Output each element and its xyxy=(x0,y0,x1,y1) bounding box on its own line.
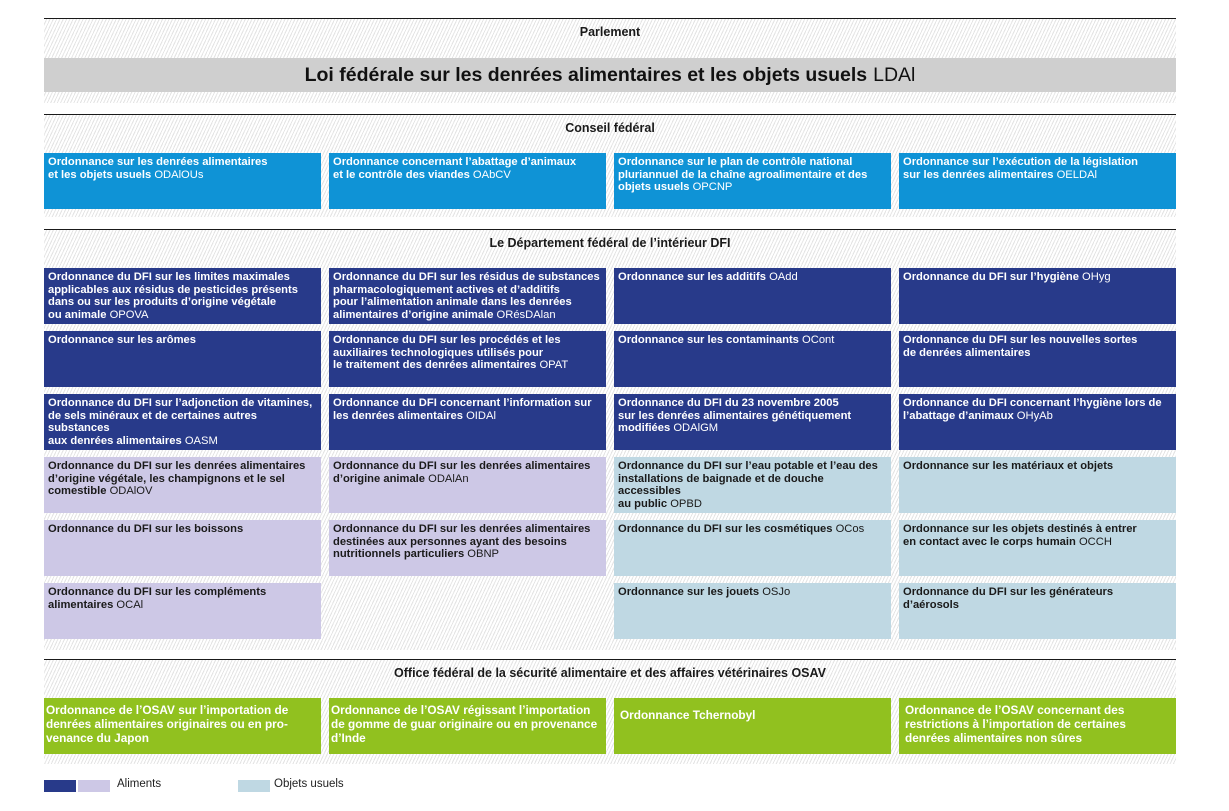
ordonnance-abbr: OCont xyxy=(802,334,835,346)
ordonnance-text: Ordonnance sur les contaminants xyxy=(618,334,799,346)
ordonnance-text: Ordonnance sur les jouets xyxy=(618,586,760,598)
legend-swatch-aliments-light xyxy=(78,780,110,792)
ordonnance-abbr: OCCH xyxy=(1078,535,1112,548)
ordonnance-abbr: ODAlOV xyxy=(109,485,153,498)
ordonnance-abbr: OBNP xyxy=(467,548,499,561)
dfi-ordonnance-box[interactable] xyxy=(899,268,1176,324)
dfi-ordonnance-box[interactable] xyxy=(44,268,321,324)
ordonnance-text: Ordonnance du DFI sur les compléments alimentaires xyxy=(48,586,267,611)
dfi-ordonnance-box[interactable] xyxy=(329,394,606,450)
ordonnance-text: Ordonnance du DFI sur les limites maximales applicables aux résidus de pesticides présents dans ou sur les produits d’origine végétale ou animale xyxy=(48,271,298,321)
ordonnance-abbr: OHyAb xyxy=(1016,409,1053,422)
dfi-ordonnance-box[interactable] xyxy=(329,331,606,387)
ordonnance-abbr: OPBD xyxy=(670,497,702,510)
dfi-ordonnance-box[interactable] xyxy=(899,583,1176,639)
dfi-ordonnance-box[interactable] xyxy=(614,520,891,576)
ordonnance-text: Ordonnance Tchernobyl xyxy=(620,708,756,722)
dfi-ordonnance-box[interactable] xyxy=(614,394,891,450)
dfi-ordonnance-box[interactable] xyxy=(44,457,321,513)
osav-ordonnance-box[interactable] xyxy=(899,698,1176,754)
ordonnance-text: Ordonnance sur les additifs xyxy=(618,271,766,283)
ordonnance-text: Ordonnance du DFI concernant l’hygiène lors de l’abattage d’animaux xyxy=(903,397,1162,422)
dfi-ordonnance-box[interactable] xyxy=(44,520,321,576)
ordonnance-abbr: OHyg xyxy=(1082,271,1111,283)
ordonnance-abbr: OPAT xyxy=(539,359,569,372)
legend-label-objets: Objets usuels xyxy=(274,778,344,790)
ordonnance-text: Ordonnance sur l’exécution de la législation sur les denrées alimentaires xyxy=(903,156,1138,181)
ordonnance-text: Ordonnance du DFI concernant l’information sur les denrées alimentaires xyxy=(333,397,592,422)
ordonnance-text: Ordonnance du DFI du 23 novembre 2005 sur les denrées alimentaires génétiquement modifiées xyxy=(618,397,852,435)
osav-ordonnance-box[interactable] xyxy=(329,698,606,754)
ordonnance-text: Ordonnance du DFI sur les résidus de substances pharmacologiquement actives et d’additifs pour l’alimentation animale dans les denrées alimentaires d’origine animale xyxy=(333,271,600,321)
ordonnance-text: Ordonnance du DFI sur les générateurs d’aérosols xyxy=(903,586,1114,611)
ordonnance-text: Ordonnance sur les arômes xyxy=(48,334,196,346)
legend-swatch-aliments-dark xyxy=(44,780,76,792)
conseil-federal-title: Conseil fédéral xyxy=(565,121,655,135)
ordonnance-text: Ordonnance de l’OSAV sur l’importation de denrées alimentaires originaires ou en pro- venance du Japon xyxy=(46,703,289,745)
ordonnance-abbr: ORésDAlan xyxy=(496,308,556,321)
ordonnance-text: Ordonnance sur le plan de contrôle national pluriannuel de la chaîne agroalimentaire et des objets usuels xyxy=(618,156,868,194)
ordonnance-abbr: OASM xyxy=(184,434,218,447)
dfi-ordonnance-box[interactable] xyxy=(899,457,1176,513)
osav-title: Office fédéral de la sécurité alimentaire et des affaires vétérinaires OSAV xyxy=(394,666,826,680)
ordonnance-abbr: ODAlAn xyxy=(428,472,469,485)
osav-section xyxy=(44,659,1176,764)
dfi-ordonnance-box[interactable] xyxy=(614,331,891,387)
dfi-title: Le Département fédéral de l’intérieur DFI xyxy=(489,236,731,250)
ordonnance-abbr: OCos xyxy=(835,523,865,535)
dfi-ordonnance-box[interactable] xyxy=(899,520,1176,576)
ordonnance-abbr: OPOVA xyxy=(109,308,149,321)
conseil-ordonnance-box[interactable] xyxy=(899,153,1176,209)
ordonnance-abbr: OPCNP xyxy=(692,181,733,194)
conseil-ordonnance-box[interactable] xyxy=(614,153,891,209)
dfi-ordonnance-box[interactable] xyxy=(614,583,891,639)
dfi-ordonnance-box[interactable] xyxy=(899,394,1176,450)
ordonnance-text: Ordonnance du DFI sur les denrées alimentaires d’origine animale xyxy=(333,460,591,485)
dfi-ordonnance-box[interactable] xyxy=(614,268,891,324)
ordonnance-abbr: OCAl xyxy=(116,598,144,611)
legend-swatch-objets xyxy=(238,780,270,792)
dfi-ordonnance-box[interactable] xyxy=(899,331,1176,387)
dfi-ordonnance-box[interactable] xyxy=(329,268,606,324)
ordonnance-text: Ordonnance sur les objets destinés à entrer en contact avec le corps humain xyxy=(903,523,1137,548)
ordonnance-text: Ordonnance sur les denrées alimentaires et les objets usuels xyxy=(48,156,268,181)
law-ldal-bar[interactable] xyxy=(44,58,1176,92)
ordonnance-abbr: OAdd xyxy=(769,271,798,283)
dfi-ordonnance-box[interactable] xyxy=(44,583,321,639)
dfi-ordonnance-box[interactable] xyxy=(329,457,606,513)
osav-ordonnance-box[interactable] xyxy=(614,698,891,754)
ordonnance-text: Ordonnance du DFI sur les procédés et les auxiliaires technologiques utilisés pour le traitement des denrées alimentaires xyxy=(333,334,561,372)
law-name: Loi fédérale sur les denrées alimentaires et les objets usuels xyxy=(304,63,868,86)
ordonnance-text: Ordonnance du DFI sur l’hygiène xyxy=(903,271,1079,283)
dfi-ordonnance-box[interactable] xyxy=(44,331,321,387)
ordonnance-abbr: OIDAl xyxy=(466,409,496,422)
ordonnance-abbr: OELDAl xyxy=(1056,168,1098,181)
dfi-ordonnance-box[interactable] xyxy=(614,457,891,513)
law-abbr: LDAl xyxy=(873,63,916,86)
ordonnance-text: Ordonnance du DFI sur les denrées alimentaires d’origine végétale, les champignons et le sel comestible xyxy=(48,460,306,498)
dfi-ordonnance-box[interactable] xyxy=(44,394,321,450)
conseil-ordonnance-box[interactable] xyxy=(329,153,606,209)
ordonnance-abbr: OAbCV xyxy=(472,168,511,181)
ordonnance-text: Ordonnance de l’OSAV régissant l’importation de gomme de guar originaire ou en provenance d’Inde xyxy=(331,703,598,745)
ordonnance-text: Ordonnance du DFI sur les nouvelles sortes de denrées alimentaires xyxy=(903,334,1138,359)
legend-label-aliments: Aliments xyxy=(117,778,162,790)
parlement-section xyxy=(44,18,1176,103)
ordonnance-abbr: OSJo xyxy=(762,586,791,598)
ordonnance-text: Ordonnance du DFI sur les cosmétiques xyxy=(618,523,833,535)
parlement-title: Parlement xyxy=(579,25,641,39)
ordonnance-text: Ordonnance de l’OSAV concernant des restrictions à l’importation de certaines denrées alimentaires non sûres xyxy=(905,703,1126,745)
ordonnance-text: Ordonnance concernant l’abattage d’animaux et le contrôle des viandes xyxy=(333,156,577,181)
ordonnance-text: Ordonnance sur les matériaux et objets xyxy=(903,460,1114,472)
ordonnance-text: Ordonnance du DFI sur l’adjonction de vitamines, de sels minéraux et de certaines autres substances aux denrées alimentaires xyxy=(48,397,313,447)
ordonnance-text: Ordonnance du DFI sur les denrées alimentaires destinées aux personnes ayant des besoins nutritionnels particuliers xyxy=(333,523,591,561)
legend xyxy=(0,778,1229,798)
ordonnance-text: Ordonnance du DFI sur l’eau potable et l’eau des installations de baignade et de douche accessibles au public xyxy=(618,460,878,510)
dfi-section xyxy=(44,229,1176,650)
ordonnance-abbr: ODAlOUs xyxy=(154,168,204,181)
osav-ordonnance-box[interactable] xyxy=(44,698,321,754)
conseil-ordonnance-box[interactable] xyxy=(44,153,321,209)
ordonnance-abbr: ODAlGM xyxy=(673,422,719,435)
conseil-federal-section xyxy=(44,114,1176,217)
dfi-ordonnance-box[interactable] xyxy=(329,520,606,576)
ordonnance-text: Ordonnance du DFI sur les boissons xyxy=(48,523,244,535)
